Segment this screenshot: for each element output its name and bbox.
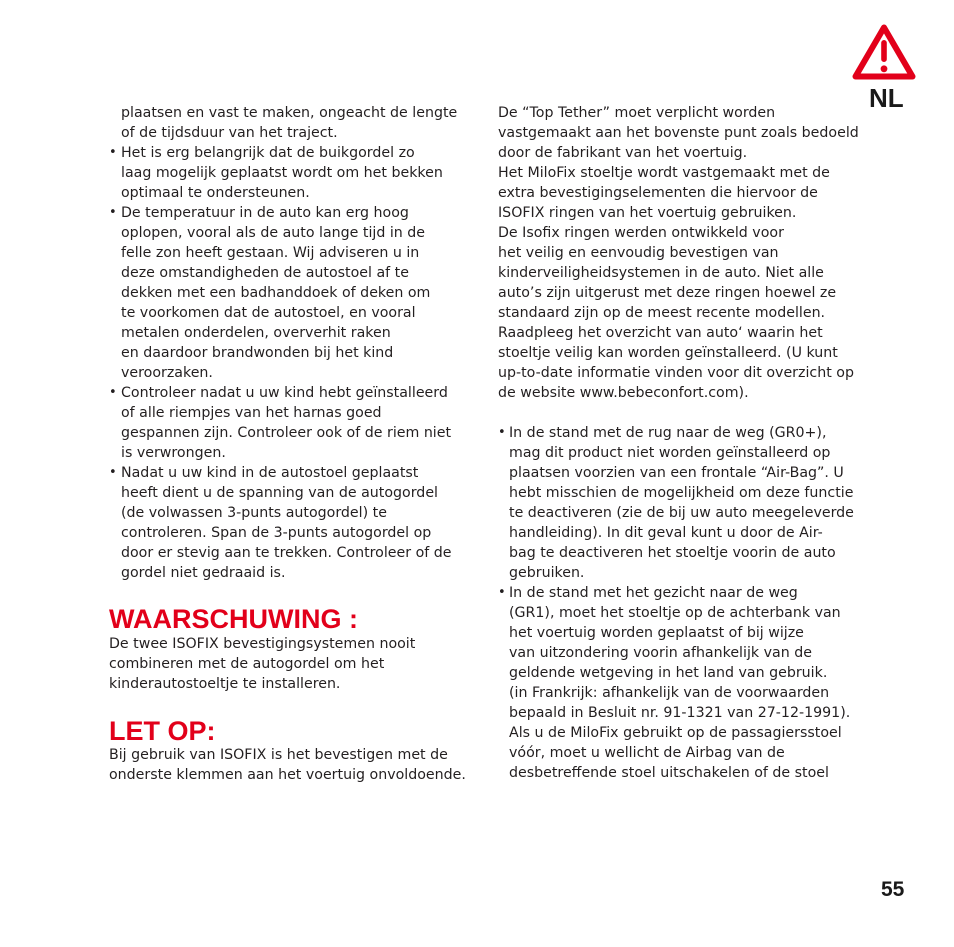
text-line: • Controleer nadat u uw kind hebt geïnstalleerd	[121, 385, 448, 401]
bullet-item	[498, 583, 859, 783]
text-line: felle zon heeft gestaan. Wij adviseren u in	[121, 245, 420, 261]
text-line: of alle riempjes van het harnas goed	[121, 405, 382, 421]
text-line: te voorkomen dat de autostoel, en vooral	[121, 305, 416, 321]
text-line: van uitzondering voorin afhankelijk van de	[509, 645, 812, 661]
warning-heading: WAARSCHUWING :	[109, 604, 358, 634]
text-line: De twee ISOFIX bevestigingsystemen nooit	[109, 636, 416, 652]
text-line: De “Top Tether” moet verplicht worden	[498, 105, 776, 121]
text-line: of de tijdsduur van het traject.	[121, 125, 338, 141]
caution-text	[109, 745, 466, 785]
text-line: vóór, moet u wellicht de Airbag van de	[509, 745, 785, 761]
text-line: plaatsen en vast te maken, ongeacht de lengte	[121, 105, 458, 121]
text-line: geldende wetgeving in het land van gebruik.	[509, 665, 828, 681]
text-line: laag mogelijk geplaatst wordt om het bekken	[121, 165, 443, 181]
text-line: Raadpleeg het overzicht van auto‘ waarin het	[498, 325, 823, 341]
text-line: desbetreffende stoel uitschakelen of de stoel	[509, 765, 829, 781]
text-line: ISOFIX ringen van het voertuig gebruiken.	[498, 205, 797, 221]
text-line: gespannen zijn. Controleer ook of de riem niet	[121, 425, 452, 441]
text-line: handleiding). In dit geval kunt u door de Air-	[509, 525, 823, 541]
text-line: bag te deactiveren het stoeltje voorin de auto	[509, 545, 836, 561]
right-column	[498, 103, 859, 783]
caution-heading: LET OP:	[109, 716, 216, 746]
continued-paragraph	[109, 103, 457, 143]
warning-text	[109, 634, 415, 694]
text-line: • Nadat u uw kind in de autostoel geplaatst	[121, 465, 419, 481]
text-line: metalen onderdelen, oververhit raken	[121, 325, 391, 341]
warning-triangle-icon	[851, 23, 917, 81]
text-line: de website www.bebeconfort.com).	[498, 385, 749, 401]
bullet-item	[498, 423, 859, 583]
text-line: Bij gebruik van ISOFIX is het bevestigen met de	[109, 747, 448, 763]
text-line: optimaal te ondersteunen.	[121, 185, 310, 201]
text-line: Als u de MiloFix gebruikt op de passagiersstoel	[509, 725, 842, 741]
text-line: Het MiloFix stoeltje wordt vastgemaakt met de	[498, 165, 830, 181]
text-line: • De temperatuur in de auto kan erg hoog	[121, 205, 409, 221]
text-line: gebruiken.	[509, 565, 585, 581]
text-line: mag dit product niet worden geïnstalleerd op	[509, 445, 831, 461]
text-line: veroorzaken.	[121, 365, 213, 381]
text-line: deze omstandigheden de autostoel af te	[121, 265, 409, 281]
text-line: te deactiveren (zie de bij uw auto meegeleverde	[509, 505, 854, 521]
text-line: onderste klemmen aan het voertuig onvoldoende.	[109, 767, 466, 783]
bullet-item	[109, 463, 457, 583]
text-line: kinderautostoeltje te installeren.	[109, 676, 341, 692]
text-line: door er stevig aan te trekken. Controleer of de	[121, 545, 452, 561]
text-line: • In de stand met de rug naar de weg (GR0+),	[509, 425, 827, 441]
language-badge: NL	[869, 83, 904, 113]
text-line: standaard zijn op de meest recente modellen.	[498, 305, 826, 321]
text-line: is verwrongen.	[121, 445, 226, 461]
text-line: plaatsen voorzien van een frontale “Air-Bag”. U	[509, 465, 844, 481]
text-line: (GR1), moet het stoeltje op de achterbank van	[509, 605, 841, 621]
text-line: (in Frankrijk: afhankelijk van de voorwaarden	[509, 685, 830, 701]
text-line: vastgemaakt aan het bovenste punt zoals bedoeld	[498, 125, 859, 141]
text-line: up-to-date informatie vinden voor dit overzicht op	[498, 365, 854, 381]
text-line: stoeltje veilig kan worden geïnstalleerd. (U kunt	[498, 345, 838, 361]
text-line: De Isofix ringen werden ontwikkeld voor	[498, 225, 784, 241]
page-number: 55	[881, 878, 905, 901]
text-line: controleren. Span de 3-punts autogordel op	[121, 525, 432, 541]
text-line: • Het is erg belangrijk dat de buikgordel zo	[121, 145, 415, 161]
text-line: combineren met de autogordel om het	[109, 656, 385, 672]
text-line: extra bevestigingselementen die hiervoor de	[498, 185, 818, 201]
text-line: (de volwassen 3-punts autogordel) te	[121, 505, 387, 521]
text-line: door de fabrikant van het voertuig.	[498, 145, 748, 161]
text-line: dekken met een badhanddoek of deken om	[121, 285, 431, 301]
text-line: bepaald in Besluit nr. 91-1321 van 27-12-1991).	[509, 705, 851, 721]
text-line: en daardoor brandwonden bij het kind	[121, 345, 394, 361]
text-line: oplopen, vooral als de auto lange tijd in de	[121, 225, 426, 241]
text-line: • In de stand met het gezicht naar de weg	[509, 585, 798, 601]
text-line: hebt misschien de mogelijkheid om deze functie	[509, 485, 854, 501]
text-line: kinderveiligheidsystemen in de auto. Niet alle	[498, 265, 824, 281]
text-line: auto’s zijn uitgerust met deze ringen hoewel ze	[498, 285, 837, 301]
text-line: het voertuig worden geplaatst of bij wijze	[509, 625, 804, 641]
bullet-item	[109, 143, 457, 203]
bullet-item	[109, 203, 457, 383]
text-line: het veilig en eenvoudig bevestigen van	[498, 245, 779, 261]
bullet-item	[109, 383, 457, 463]
text-line: gordel niet gedraaid is.	[121, 565, 286, 581]
left-column	[109, 103, 457, 583]
isofix-paragraph	[498, 103, 859, 403]
text-line: heeft dient u de spanning van de autogordel	[121, 485, 438, 501]
